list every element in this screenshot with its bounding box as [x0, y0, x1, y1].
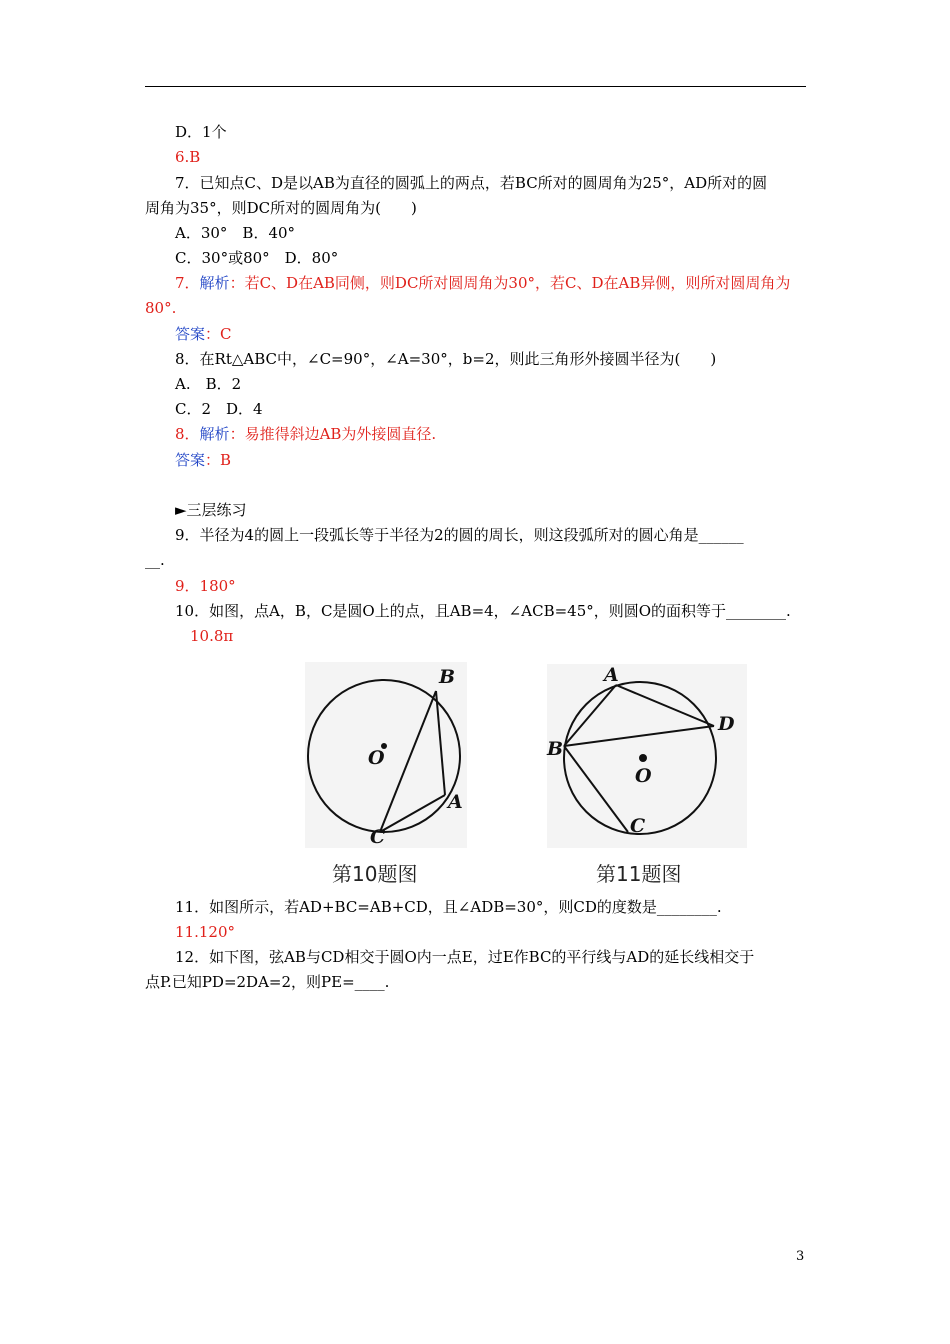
- q9-stem-cont: __.: [145, 551, 165, 569]
- q8-solution: 8．解析：易推得斜边AB为外接圆直径.: [175, 425, 437, 443]
- q6-answer: 6.B: [175, 148, 201, 166]
- fig10-label-c: C: [370, 826, 386, 848]
- section-heading: ►三层练习: [175, 501, 247, 519]
- q7-options-ab: A．30° B．40°: [175, 224, 296, 242]
- q11-answer: 11.120°: [175, 923, 235, 941]
- q12-stem-cont: 点P.已知PD=2DA=2，则PE=____.: [145, 973, 390, 991]
- q10-answer: 10.8π: [190, 627, 234, 645]
- fig11-center-dot: [639, 754, 647, 762]
- header-rule: [145, 86, 806, 87]
- q9-answer: 9．180°: [175, 577, 236, 595]
- fig11-label-d: D: [718, 713, 735, 735]
- q8-answer: 答案：B: [175, 451, 232, 469]
- q8-options-cd: C．2 D．4: [175, 400, 263, 418]
- q7-stem-1: 7．已知点C、D是以AB为直径的圆弧上的两点，若BC所对的圆周角为25°，AD所对的圆: [175, 174, 768, 192]
- q11-stem: 11．如图所示，若AD+BC=AB+CD，且∠ADB=30°，则CD的度数是________.: [175, 898, 722, 916]
- q8-options-ab: A. B．2: [175, 375, 242, 393]
- page-number: 3: [796, 1249, 805, 1264]
- fig11-label-b: B: [547, 738, 564, 760]
- fig11-caption: 第11题图: [596, 862, 682, 886]
- fig11-background: [547, 664, 747, 848]
- q5-option-d: D．1个: [175, 123, 227, 141]
- q12-stem: 12．如下图，弦AB与CD相交于圆O内一点E，过E作BC的平行线与AD的延长线相交于: [175, 948, 755, 966]
- q7-solution-cont: 80°.: [145, 299, 177, 317]
- fig10-background: [305, 662, 467, 848]
- fig10-caption: 第10题图: [332, 862, 418, 886]
- q8-stem: 8．在Rt△ABC中，∠C=90°，∠A=30°，b=2，则此三角形外接圆半径为( ): [175, 350, 717, 368]
- figures-svg: [300, 660, 760, 890]
- fig10-label-o: O: [368, 747, 385, 769]
- fig10-label-b: B: [439, 666, 456, 688]
- fig11-label-c: C: [630, 815, 646, 837]
- q10-stem: 10．如图，点A，B，C是圆O上的点，且AB=4，∠ACB=45°，则圆O的面积等于________.: [175, 602, 791, 620]
- q7-solution: 7．解析：若C、D在AB同侧，则DC所对圆周角为30°，若C、D在AB异侧，则所对圆周角为: [175, 274, 791, 292]
- fig11-label-a: A: [604, 664, 619, 686]
- q9-stem: 9．半径为4的圆上一段弧长等于半径为2的圆的周长，则这段弧所对的圆心角是______: [175, 526, 744, 544]
- fig11-label-o: O: [635, 765, 652, 787]
- q7-stem-2: 周角为35°，则DC所对的圆周角为( ): [145, 199, 417, 217]
- figures: [300, 660, 760, 890]
- fig10-label-a: A: [448, 791, 463, 813]
- q7-answer: 答案：C: [175, 325, 232, 343]
- q7-options-cd: C．30°或80° D．80°: [175, 249, 339, 267]
